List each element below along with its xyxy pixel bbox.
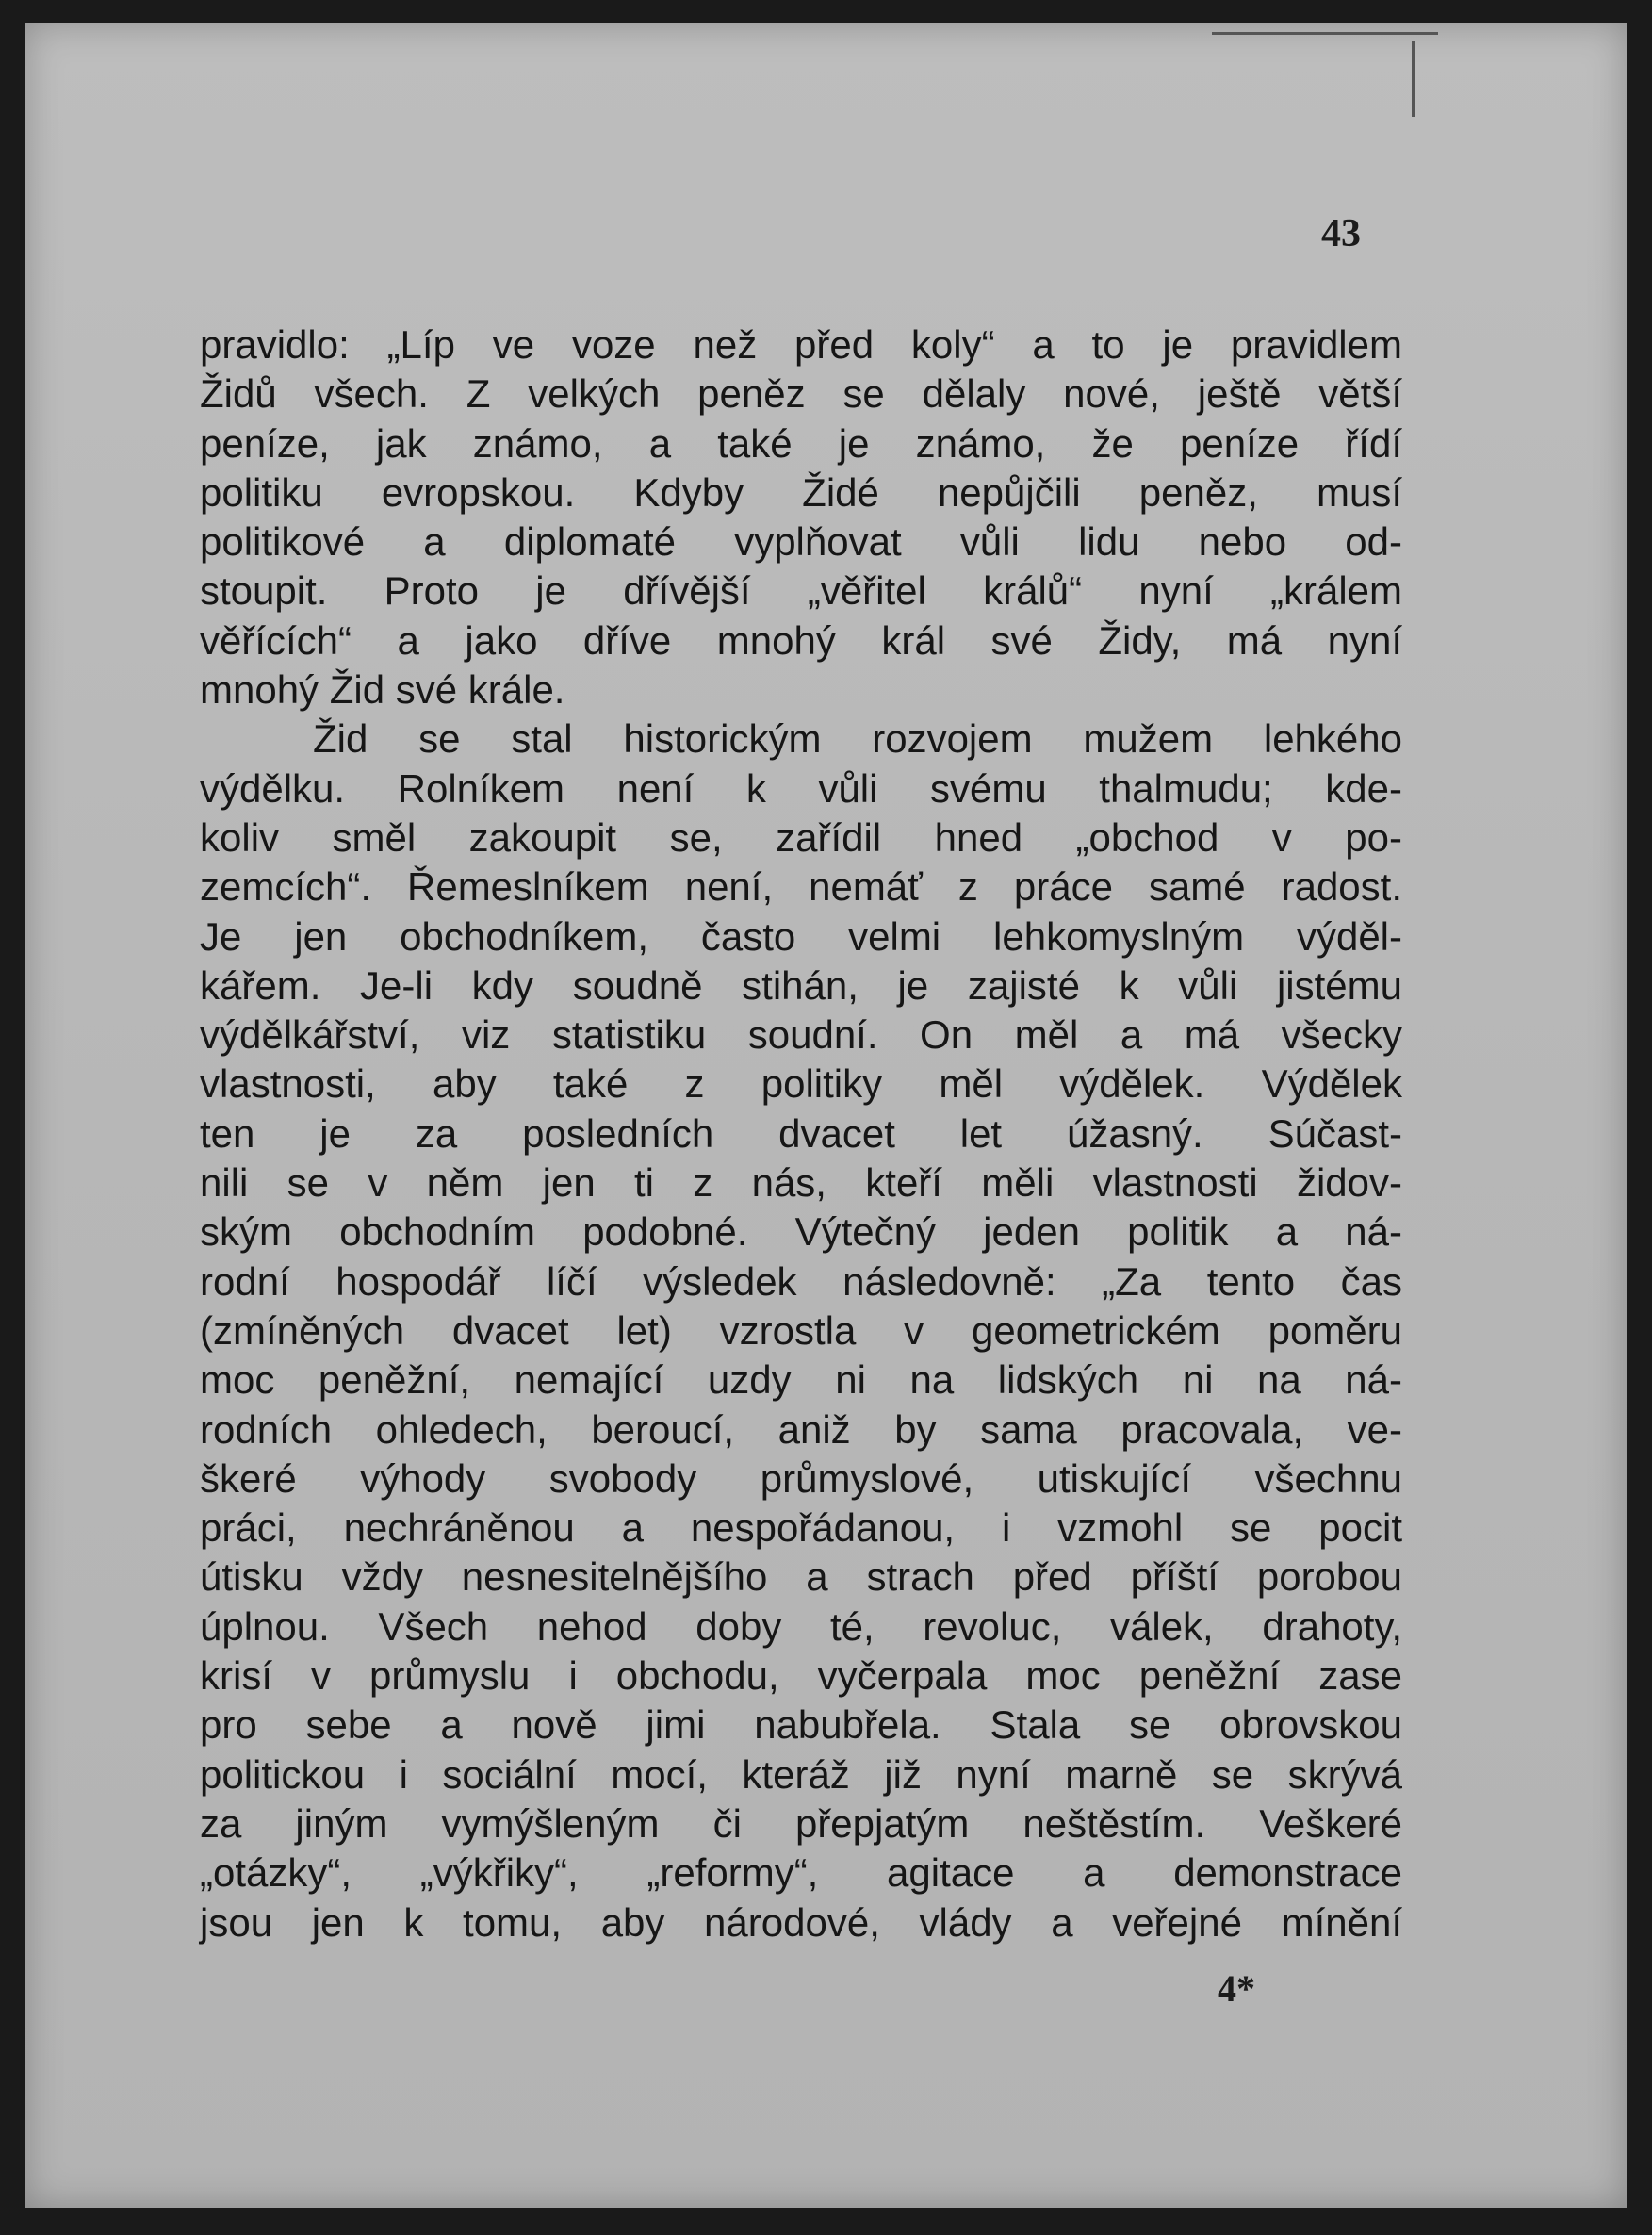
- body-text: [200, 320, 1402, 1947]
- text-line: „otázky“, „výkřiky“, „reformy“, agitace a demonstrace: [200, 1850, 1402, 1896]
- text-line: ten je za posledních dvacet let úžasný. Súčast-: [200, 1110, 1402, 1156]
- page-number: 43: [1321, 212, 1361, 255]
- text-line: věřících“ a jako dříve mnohý král své Židy, má nyní: [200, 617, 1402, 663]
- text-line: pravidlo: „Líp ve voze než před koly“ a to je pravidlem: [200, 322, 1402, 367]
- signature-mark: 4*: [1218, 1967, 1255, 2010]
- text-line: výdělku. Rolníkem není k vůli svému thalmudu; kde-: [200, 765, 1402, 811]
- text-line: (zmíněných dvacet let) vzrostla v geometrickém poměru: [200, 1307, 1402, 1353]
- text-line: Žid se stal historickým rozvojem mužem lehkého: [313, 716, 1402, 762]
- text-line: úplnou. Všech nehod doby té, revoluc, válek, drahoty,: [200, 1603, 1402, 1649]
- text-line: kářem. Je-li kdy soudně stihán, je zajisté k vůli jistému: [200, 962, 1402, 1008]
- text-line: Židů všech. Z velkých peněz se dělaly nové, ještě větší: [200, 371, 1402, 417]
- page-right-edge-mark: [1412, 41, 1415, 117]
- text-line: škeré výhody svobody průmyslové, utiskující všechnu: [200, 1455, 1402, 1501]
- text-line: pro sebe a nově jimi nabubřela. Stala se obrovskou: [200, 1702, 1402, 1748]
- text-line: moc peněžní, nemající uzdy ni na lidských ni na ná-: [200, 1357, 1402, 1403]
- text-line: koliv směl zakoupit se, zařídil hned „obchod v po-: [200, 814, 1402, 860]
- text-line: útisku vždy nesnesitelnějšího a strach před příští porobou: [200, 1554, 1402, 1600]
- text-line: práci, nechráněnou a nespořádanou, i vzmohl se pocit: [200, 1505, 1402, 1551]
- text-line: politikové a diplomaté vyplňovat vůli lidu nebo od-: [200, 519, 1402, 565]
- text-line: vlastnosti, aby také z politiky měl výdělek. Výdělek: [200, 1061, 1402, 1107]
- text-line: zemcích“. Řemeslníkem není, nemáť z práce samé radost.: [200, 864, 1402, 910]
- text-line: Je jen obchodníkem, často velmi lehkomyslným výděl-: [200, 913, 1402, 959]
- text-line: mnohý Žid své krále.: [200, 667, 565, 713]
- text-line: za jiným vymýšleným či přepjatým neštěstím. Veškeré: [200, 1800, 1402, 1846]
- text-line: jsou jen k tomu, aby národové, vlády a veřejné mínění: [200, 1899, 1402, 1945]
- text-line: výdělkářství, viz statistiku soudní. On měl a má všecky: [200, 1012, 1402, 1058]
- text-line: nili se v něm jen ti z nás, kteří měli vlastnosti židov-: [200, 1160, 1402, 1206]
- text-line: politickou i sociální mocí, kteráž již nyní marně se skrývá: [200, 1751, 1402, 1797]
- text-line: rodní hospodář líčí výsledek následovně: „Za tento čas: [200, 1258, 1402, 1304]
- text-line: krisí v průmyslu i obchodu, vyčerpala moc peněžní zase: [200, 1653, 1402, 1699]
- text-line: politiku evropskou. Kdyby Židé nepůjčili peněz, musí: [200, 469, 1402, 515]
- text-line: peníze, jak známo, a také je známo, že peníze řídí: [200, 420, 1402, 466]
- text-line: rodních ohledech, beroucí, aniž by sama pracovala, ve-: [200, 1406, 1402, 1452]
- page-top-edge-mark: [1212, 32, 1438, 35]
- text-line: stoupit. Proto je dřívější „věřitel králů“ nyní „králem: [200, 568, 1402, 614]
- text-line: ským obchodním podobné. Výtečný jeden politik a ná-: [200, 1209, 1402, 1255]
